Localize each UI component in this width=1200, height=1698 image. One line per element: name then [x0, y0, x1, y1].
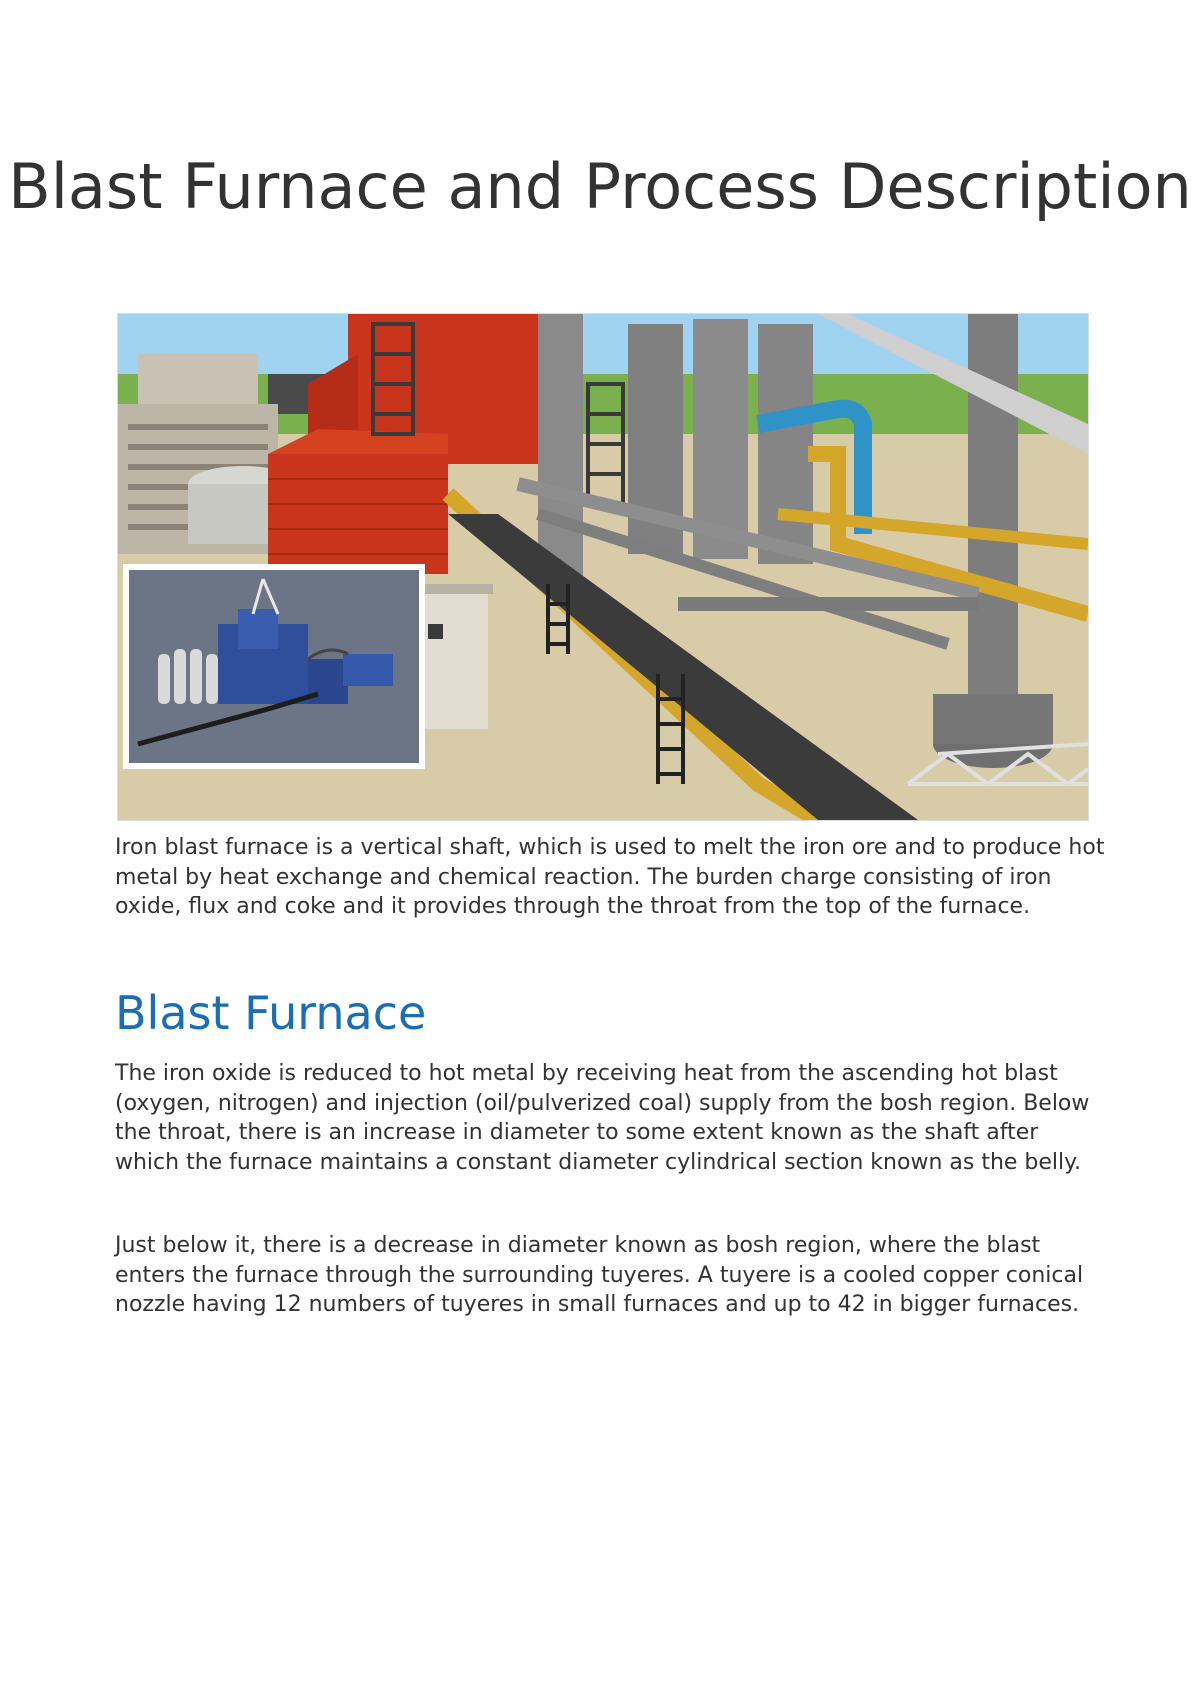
body-paragraph-1: The iron oxide is reduced to hot metal by receiving heat from the ascending hot blast (oxygen, nitrogen) and injection (oil/pulverized coal) supply from the bosh region. Below the throat, there is an increase in diameter to some extent known as the shaft after which the furnace maintains a constant diameter cylindrical section known as the belly.	[115, 1061, 1090, 1175]
body-paragraph-2: Just below it, there is a decrease in diameter known as bosh region, where the blast enters the furnace through the surrounding tuyeres. A tuyere is a cooled copper conical nozzle having 12 numbers of tuyeres in small furnaces and up to 42 in bigger furnaces.	[115, 1233, 1084, 1317]
industrial-plant-illustration-icon	[118, 314, 1088, 820]
intro-paragraph: Iron blast furnace is a vertical shaft, which is used to melt the iron ore and to produce hot metal by heat exchange and chemical reaction. The burden charge consisting of iron oxide, flux and coke and it provides through the throat from the top of the furnace.	[115, 835, 1105, 919]
plant-illustration	[117, 313, 1089, 821]
page-title: Blast Furnace and Process Description	[8, 150, 1192, 223]
section-heading: Blast Furnace	[115, 986, 427, 1040]
